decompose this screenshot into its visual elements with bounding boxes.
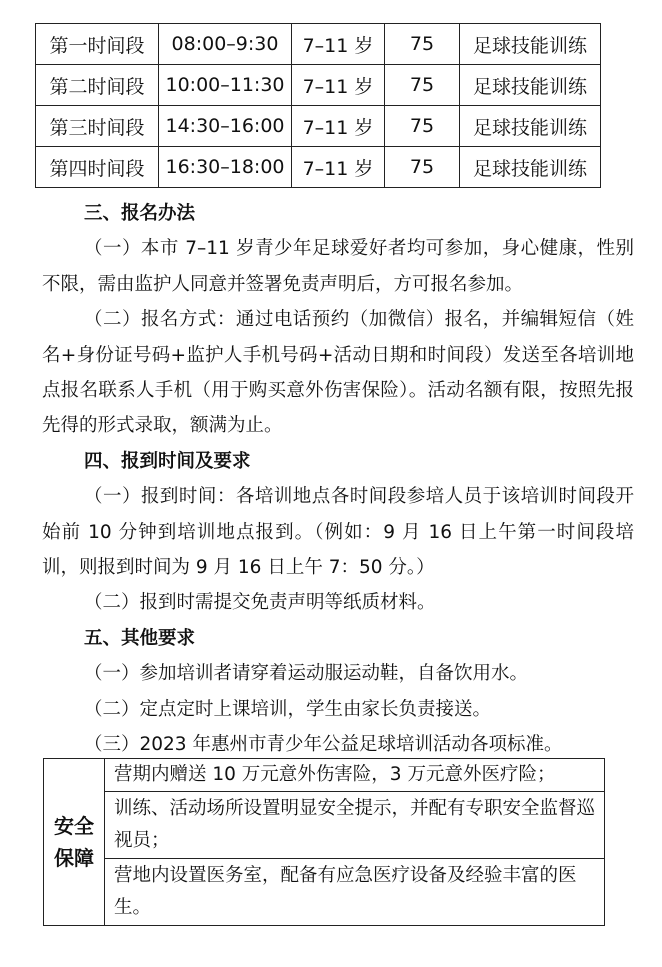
section-heading-checkin: 四、报到时间及要求 [84,450,251,472]
paragraph: （一）参加培训者请穿着运动服运动鞋，自备饮用水。 [84,663,529,685]
period-name: 第三时间段 [36,106,159,147]
paragraph: （一）本市 7–11 岁青少年足球爱好者均可参加，身心健康，性别不限，需由监护人同意并签署免责声明后，方可报名参加。 [42,238,634,295]
time-range: 16:30–18:00 [159,147,292,188]
time-range: 10:00–11:30 [159,65,292,106]
category-label: 安全 [54,814,94,838]
training-content: 足球技能训练 [460,106,601,147]
period-name: 第一时间段 [36,24,159,65]
training-content: 足球技能训练 [460,147,601,188]
quota: 75 [385,106,460,147]
paragraph: （二）定点定时上课培训，学生由家长负责接送。 [84,698,492,720]
section-heading-registration: 三、报名办法 [84,203,196,224]
quota: 75 [385,65,460,106]
paragraph: （二）报到时需提交免责声明等纸质材料。 [84,592,436,614]
age-range: 7–11 岁 [292,147,385,188]
document-body [42,196,634,763]
table-row [36,65,601,106]
training-content: 足球技能训练 [460,65,601,106]
time-range: 14:30–16:00 [159,106,292,147]
age-range: 7–11 岁 [292,24,385,65]
paragraph: （一）报到时间：各培训地点各时间段参培人员于该培训时间段开始前 10 分钟到培训地点报到。（例如：9 月 16 日上午第一时间段培训，则报到时间为 9 月 16 日上午 7：50 分。） [42,486,634,579]
age-range: 7–11 岁 [292,65,385,106]
standards-table [43,758,605,926]
table-row [36,106,601,147]
paragraph: （二）报名方式：通过电话预约（加微信）报名，并编辑短信（姓名+身份证号码+监护人手机号码+活动日期和时间段）发送至各培训地点报名联系人手机（用于购买意外伤害保险）。活动名额有限，按照先报先得的形式录取，额满为止。 [42,309,634,437]
period-name: 第二时间段 [36,65,159,106]
table-row [44,859,605,926]
training-content: 足球技能训练 [460,24,601,65]
standard-item: 营地内设置医务室，配备有应急医疗设备及经验丰富的医生。 [105,859,605,926]
quota: 75 [385,24,460,65]
table-row [44,792,605,859]
period-name: 第四时间段 [36,147,159,188]
quota: 75 [385,147,460,188]
standard-item: 训练、活动场所设置明显安全提示，并配有专职安全监督巡视员； [105,792,605,859]
time-range: 08:00–9:30 [159,24,292,65]
table-row [36,24,601,65]
category-label: 保障 [54,846,94,870]
paragraph: （三）2023 年惠州市青少年公益足球培训活动各项标准。 [84,734,563,756]
section-heading-other: 五、其他要求 [84,627,196,649]
standard-item: 营期内赠送 10 万元意外伤害险，3 万元意外医疗险； [105,759,605,792]
table-row [44,759,605,792]
schedule-table [35,23,601,188]
category-cell [44,759,105,926]
table-row [36,147,601,188]
age-range: 7–11 岁 [292,106,385,147]
